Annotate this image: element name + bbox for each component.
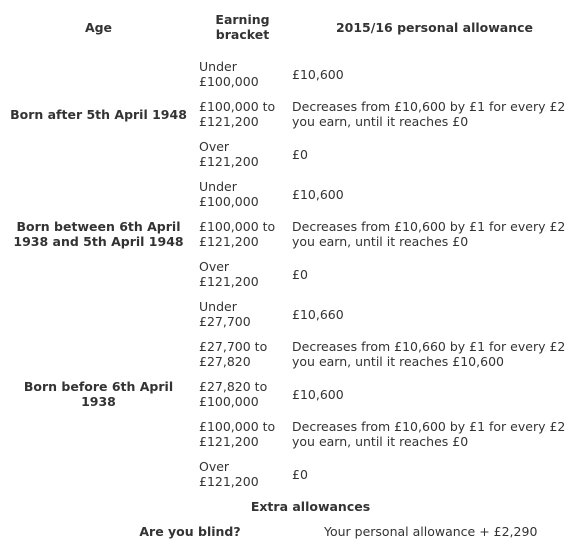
- personal-allowance-cell: £10,600: [292, 186, 344, 202]
- extra-allowances-title: Extra allowances: [250, 498, 371, 514]
- earning-bracket-cell: Under £100,000: [199, 59, 259, 89]
- extra-allowance-row: [0, 518, 581, 544]
- table-header-row: [0, 0, 581, 54]
- personal-allowance-cell: £10,600: [292, 66, 344, 82]
- age-group-label: Born before 6th April 1938: [23, 379, 174, 409]
- earning-bracket-cell: Under £27,700: [199, 299, 251, 329]
- blind-allowance-value: Your personal allowance + £2,290: [324, 523, 538, 539]
- earning-bracket-cell: £27,820 to £100,000: [199, 379, 268, 409]
- earning-bracket-column-header: Earning bracket: [215, 12, 270, 42]
- earning-bracket-cell: £100,000 to £121,200: [199, 99, 276, 129]
- blind-question: Are you blind?: [139, 523, 241, 539]
- personal-allowance-cell: £0: [292, 466, 308, 482]
- allowance-groups: [0, 54, 581, 494]
- personal-allowance-cell: Decreases from £10,600 by £1 for every £2 you earn, until it reaches £0: [292, 219, 566, 249]
- table-row: [0, 294, 581, 334]
- personal-allowance-cell: £0: [292, 146, 308, 162]
- personal-allowance-cell: Decreases from £10,600 by £1 for every £2 you earn, until it reaches £0: [292, 99, 566, 129]
- earning-bracket-cell: £100,000 to £121,200: [199, 219, 276, 249]
- age-group-label: Born between 6th April 1938 and 5th April 1948: [13, 219, 184, 249]
- personal-allowance-cell: £10,600: [292, 386, 344, 402]
- personal-allowance-cell: Decreases from £10,600 by £1 for every £2 you earn, until it reaches £0: [292, 419, 566, 449]
- personal-allowance-column-header: 2015/16 personal allowance: [335, 19, 534, 35]
- personal-allowance-cell: £10,660: [292, 306, 344, 322]
- personal-allowance-cell: £0: [292, 266, 308, 282]
- age-column-header: Age: [84, 19, 113, 35]
- table-row: [0, 174, 581, 214]
- personal-allowance-cell: Decreases from £10,660 by £1 for every £2 you earn, until it reaches £10,600: [292, 339, 566, 369]
- earning-bracket-cell: Over £121,200: [199, 139, 259, 169]
- earning-bracket-cell: Over £121,200: [199, 259, 259, 289]
- earning-bracket-cell: Under £100,000: [199, 179, 259, 209]
- earning-bracket-cell: Over £121,200: [199, 459, 259, 489]
- earning-bracket-cell: £27,700 to £27,820: [199, 339, 268, 369]
- age-group-label: Born after 5th April 1948: [10, 106, 187, 122]
- extra-allowances-header-row: [0, 494, 581, 518]
- earning-bracket-cell: £100,000 to £121,200: [199, 419, 276, 449]
- table-row: [0, 54, 581, 94]
